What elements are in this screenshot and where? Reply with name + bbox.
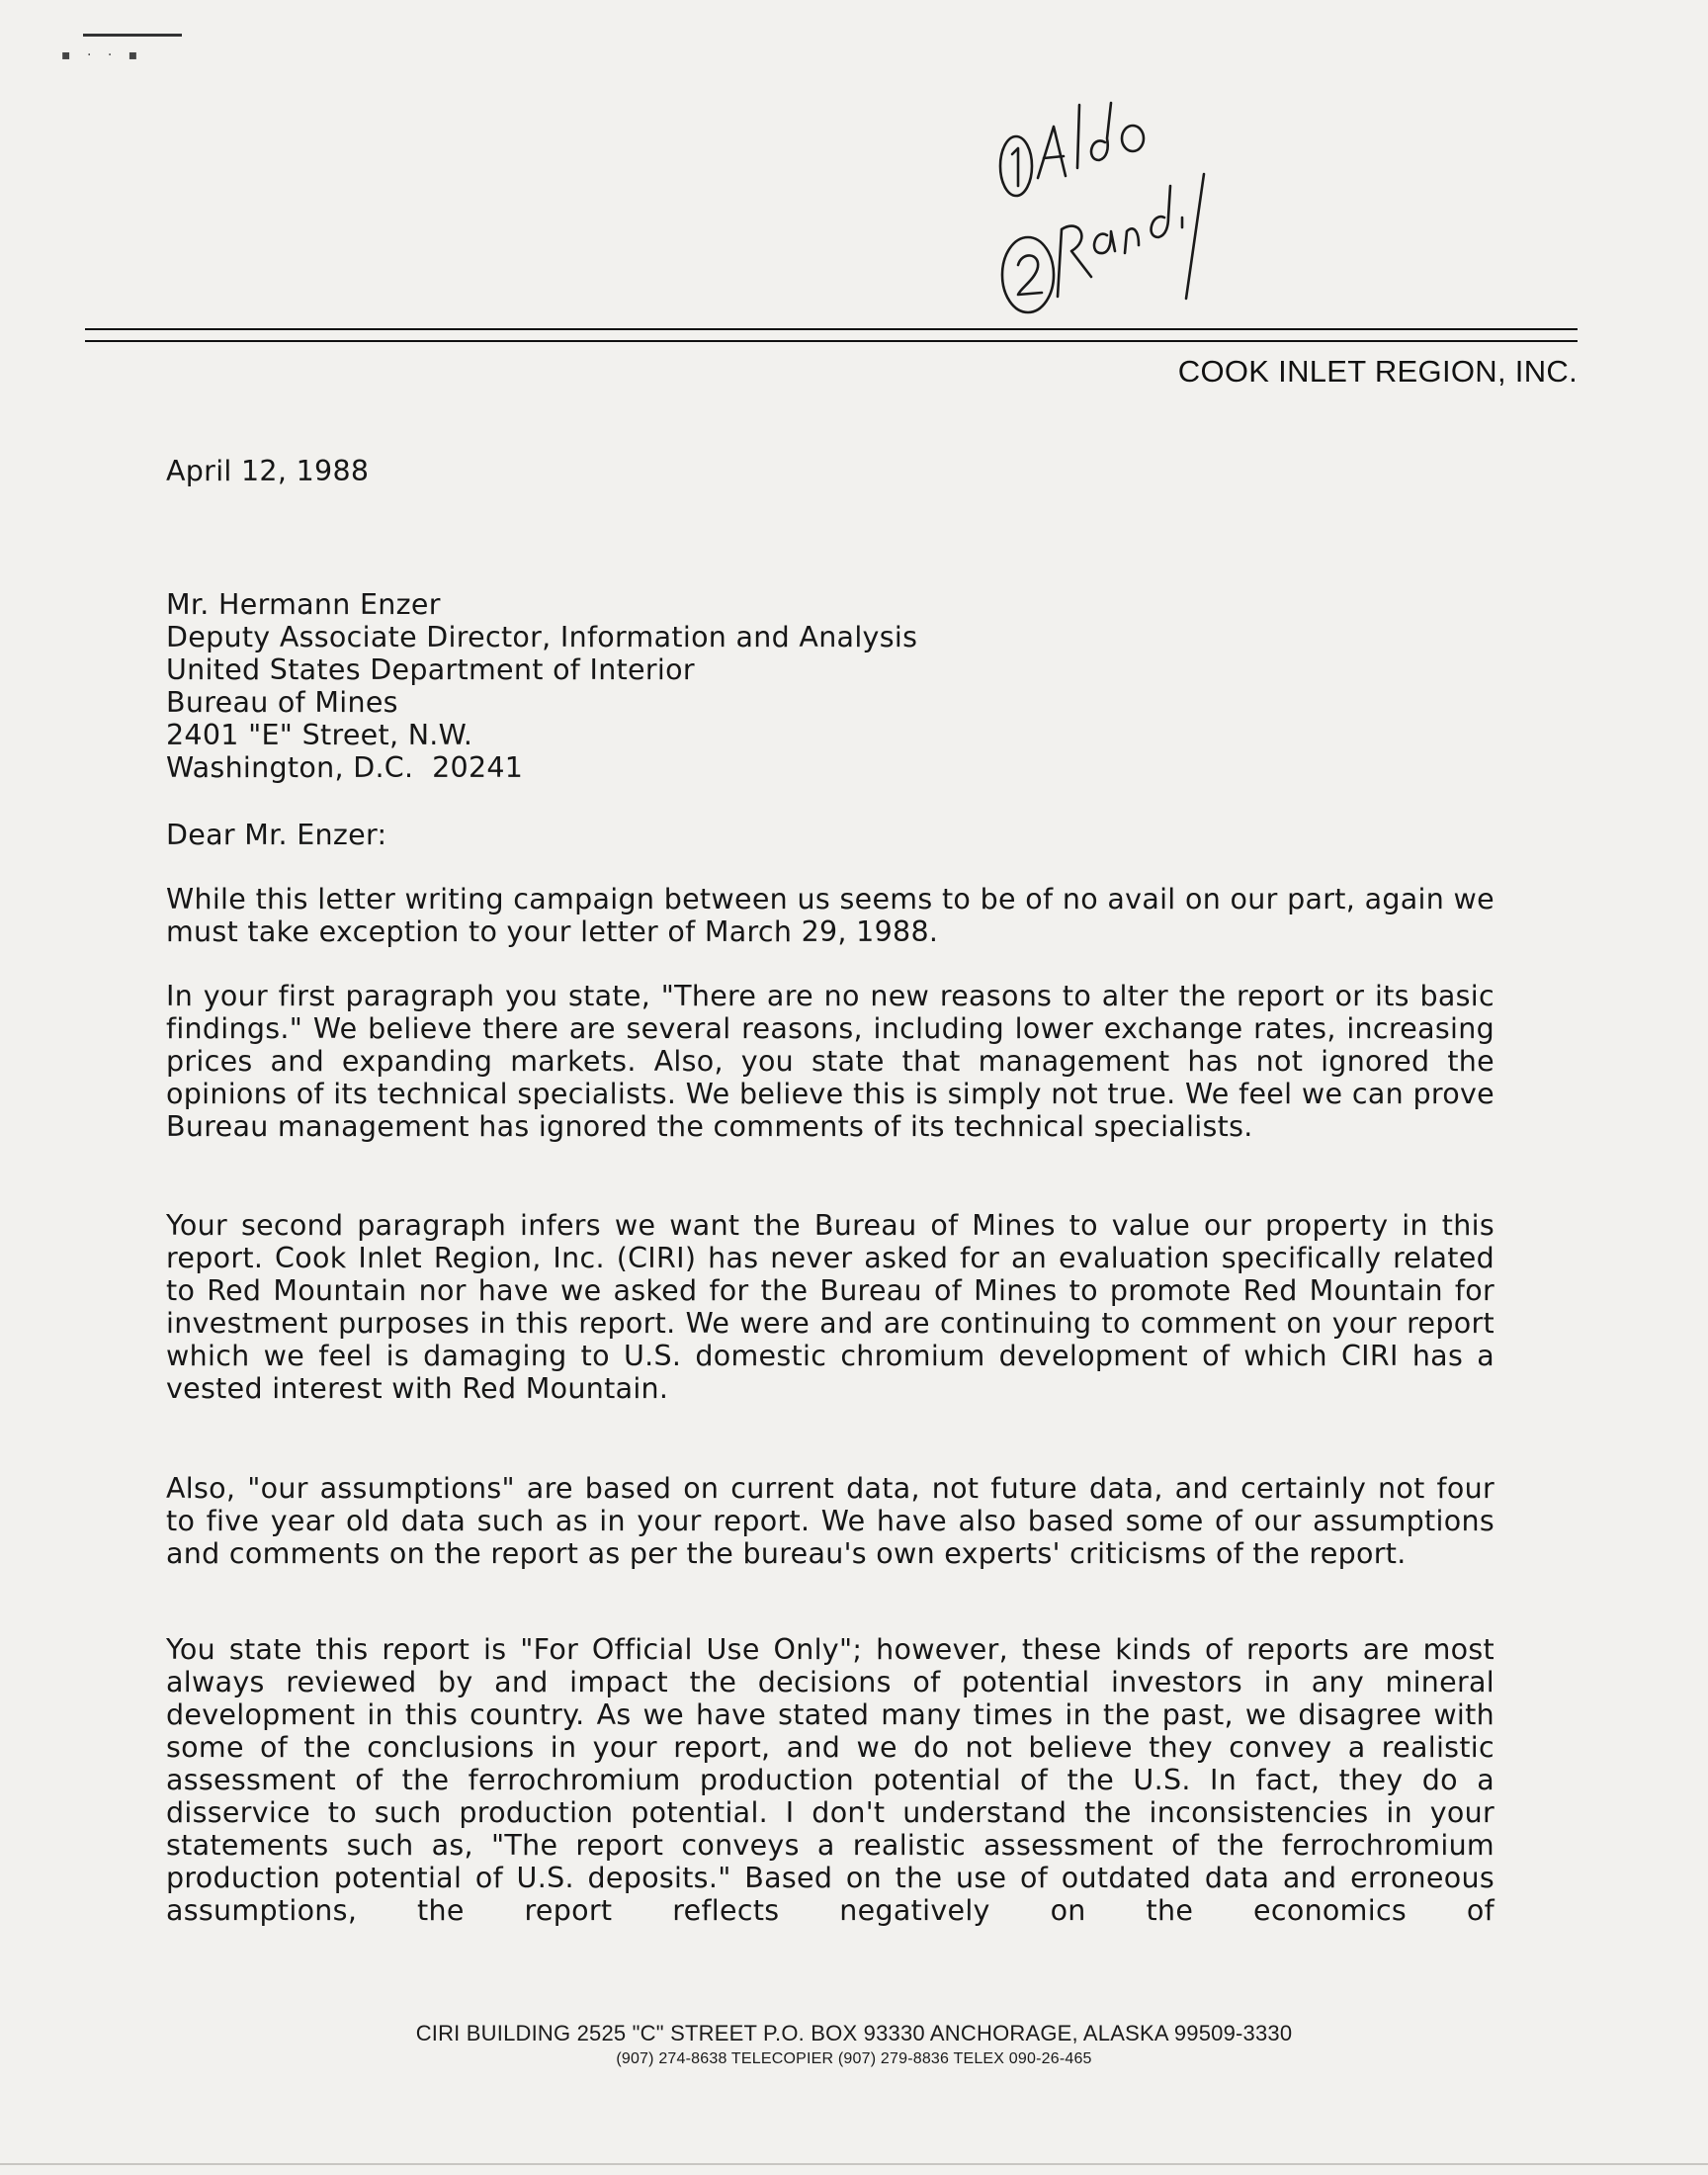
recipient-street: 2401 "E" Street, N.W. xyxy=(166,719,473,751)
handwritten-note xyxy=(988,69,1285,326)
recipient-city: Washington, D.C. 20241 xyxy=(166,751,524,784)
page-edge xyxy=(0,2163,1708,2165)
footer-address: CIRI BUILDING 2525 "C" STREET P.O. BOX 93330 ANCHORAGE, ALASKA 99509-3330 xyxy=(415,2021,1293,2045)
paragraph-3: Your second paragraph infers we want the Bureau of Mines to value our property in this report. Cook Inlet Region, Inc. (CIRI) has never asked for an evaluation specifically related to Red Mountain nor have we asked for the Bureau of Mines to promote Red Mountain for investment purposes in this report. We were and are continuing to comment on your report which we feel is damaging to U.S. domestic chromium development of which CIRI has a vested interest with Red Mountain. xyxy=(166,1209,1494,1405)
paragraph-1: While this letter writing campaign between us seems to be of no avail on our part, again we must take exception to your letter of March 29, 1988. xyxy=(166,883,1494,948)
company-name: COOK INLET REGION, INC. xyxy=(1177,354,1578,389)
letter-date: April 12, 1988 xyxy=(166,455,370,487)
letterhead-rule-lower xyxy=(85,340,1578,342)
letterhead-rule-upper xyxy=(85,328,1578,330)
recipient-department: United States Department of Interior xyxy=(166,653,695,686)
recipient-bureau: Bureau of Mines xyxy=(166,686,398,719)
paragraph-2: In your first paragraph you state, "There are no new reasons to alter the report or its basic findings." We believe there are several reasons, including lower exchange rates, increasing prices and expanding markets. Also, you state that management has not ignored the opinions of its technical specialists. We believe this is simply not true. We feel we can prove Bureau management has ignored the comments of its technical specialists. xyxy=(166,980,1494,1143)
paragraph-5: You state this report is "For Official Use Only"; however, these kinds of reports are most always reviewed by and impact the decisions of potential investors in any mineral development in this country. As we have stated many times in the past, we disagree with some of the conclusions in your report, and we do not believe they convey a realistic assessment of the ferrochromium production potential of the U.S. In fact, they do a disservice to such production potential. I don't understand the inconsistencies in your statements such as, "The report conveys a realistic assessment of the ferrochromium production potential of U.S. deposits." Based on the use of outdated data and erroneous assumptions, the report reflects negatively on the economics of xyxy=(166,1633,1494,1927)
recipient-address xyxy=(166,588,1494,784)
scan-dots: ▪ · · ▪ xyxy=(61,47,144,63)
scan-mark xyxy=(83,34,182,37)
recipient-name: Mr. Hermann Enzer xyxy=(166,588,441,621)
paragraph-4: Also, "our assumptions" are based on current data, not future data, and certainly not four to five year old data such as in your report. We have also based some of our assumptions and comments on the report as per the bureau's own experts' criticisms of the report. xyxy=(166,1472,1494,1570)
greeting: Dear Mr. Enzer: xyxy=(166,819,387,851)
footer-phones: (907) 274-8638 TELECOPIER (907) 279-8836 TELEX 090-26-465 xyxy=(616,2050,1092,2067)
recipient-title: Deputy Associate Director, Information and Analysis xyxy=(166,621,918,653)
